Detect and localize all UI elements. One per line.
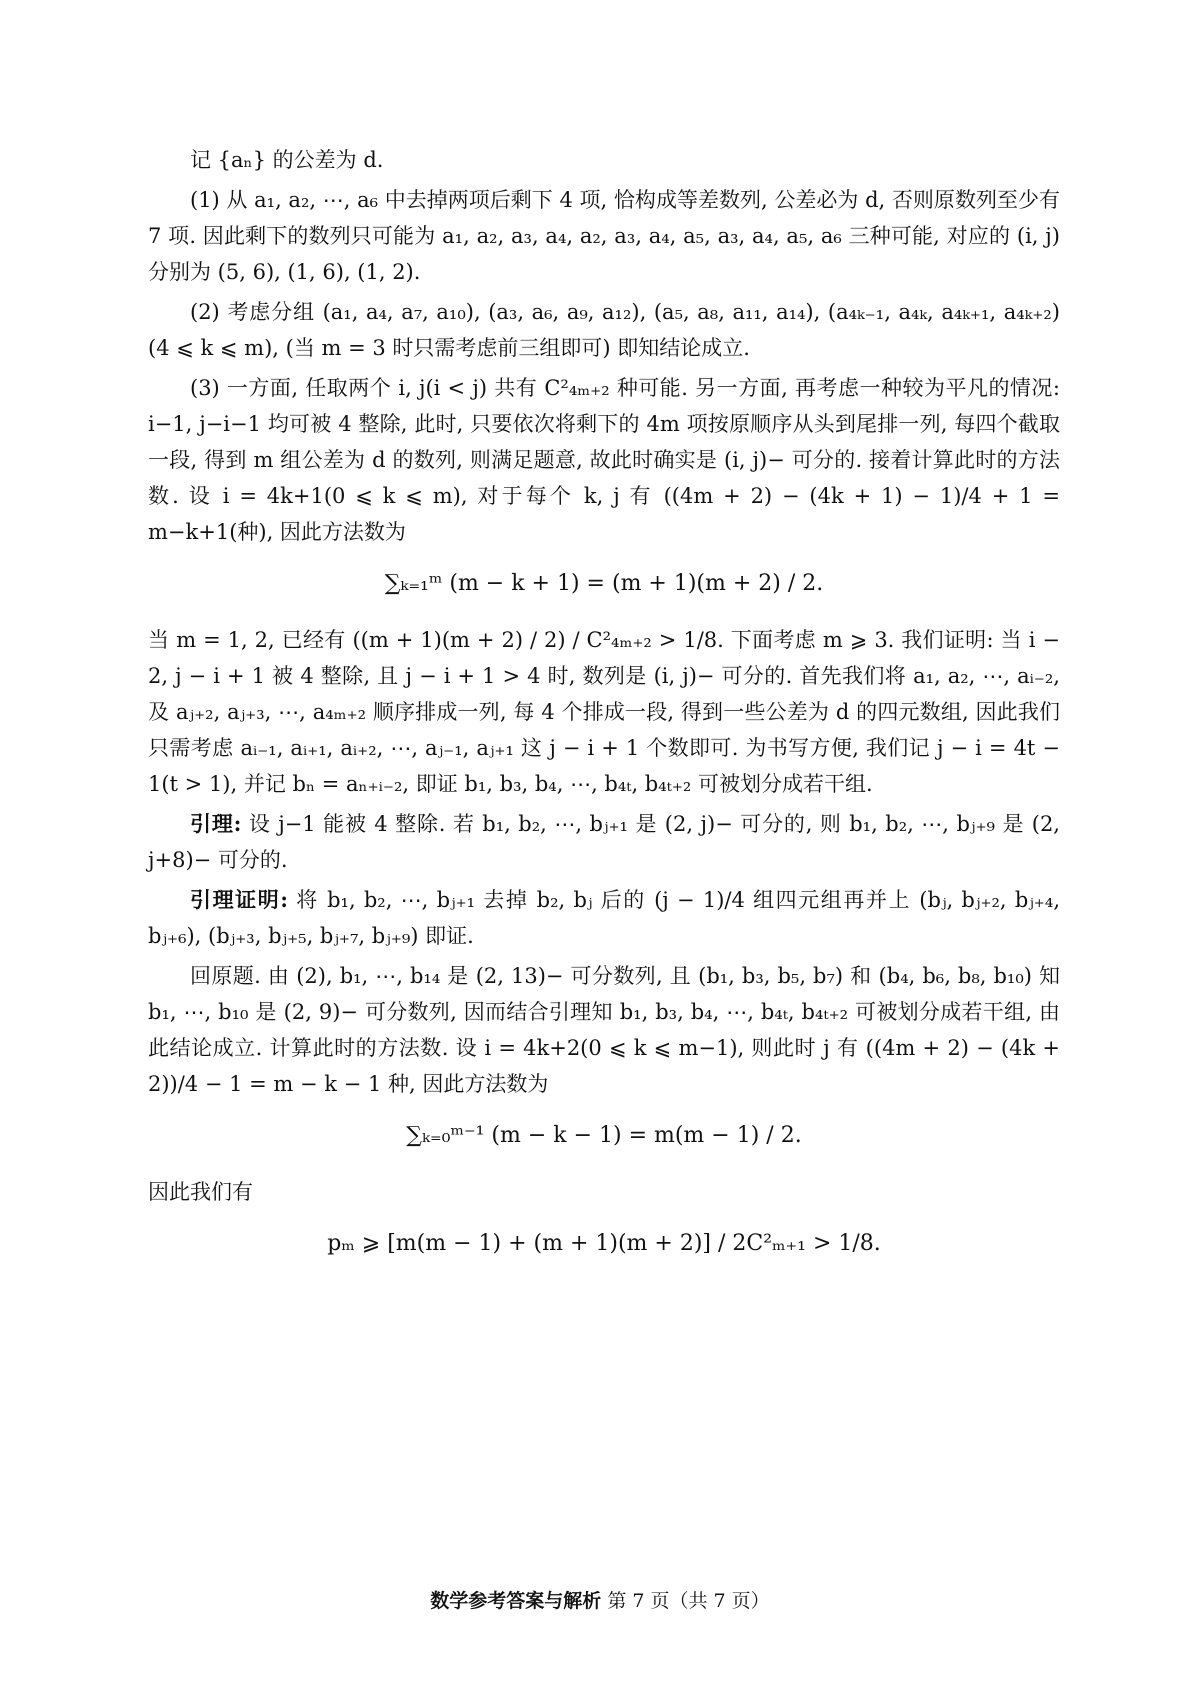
paragraph-part-2: (2) 考虑分组 (a₁, a₄, a₇, a₁₀), (a₃, a₆, a₉, a₁₂), (a₅, a₈, a₁₁, a₁₄), (a₄ₖ₋₁, a₄ₖ, a₄ₖ₊₁, a₄ₖ₊₂)(4 ⩽ k ⩽ m), (当 m = 3 时只需考虑前三组即可) 即知结论成立. — [148, 300, 1060, 360]
footer-title: 数学参考答案与解析 — [430, 1590, 602, 1612]
paragraph-intro: 记 {aₙ} 的公差为 d. — [190, 148, 384, 172]
paragraph-lemma-proof — [148, 882, 1060, 954]
lemma-text: 设 j−1 能被 4 整除. 若 b₁, b₂, ⋯, bⱼ₊₁ 是 (2, j)− 可分的, 则 b₁, b₂, ⋯, bⱼ₊₉ 是 (2, j+8)− 可分的. — [148, 812, 1060, 872]
equation-sum-2: ∑ₖ₌₀ᵐ⁻¹ (m − k − 1) = m(m − 1) / 2. — [406, 1123, 802, 1148]
proof-label: 引理证明: — [190, 887, 289, 912]
page-footer — [0, 1586, 1200, 1613]
paragraph-return: 回原题. 由 (2), b₁, ⋯, b₁₄ 是 (2, 13)− 可分数列, 且 (b₁, b₃, b₅, b₇) 和 (b₄, b₆, b₈, b₁₀) 知 b₁, ⋯, b₁₀ 是 (2, 9)− 可分数列, 因而结合引理知 b₁, b₃, b₄, ⋯, b₄ₜ, b₄ₜ₊₂ 可被划分成若干组, 由此结论成立. 计算此时的方法数. 设 i = 4k+2(0 ⩽ k ⩽ m−1), 则此时 j 有 ((4m + 2) − (4k + 2))/4 − 1 = m − k − 1 种, 因此方法数为 — [148, 964, 1060, 1096]
document-body — [148, 142, 1060, 1282]
footer-page-number: 第 7 页（共 7 页） — [601, 1590, 770, 1612]
paragraph-part-1: (1) 从 a₁, a₂, ⋯, a₆ 中去掉两项后剩下 4 项, 恰构成等差数列, 公差必为 d, 否则原数列至少有 7 项. 因此剩下的数列只可能为 a₁, a₂, a₃, a₄, a₂, a₃, a₄, a₅, a₃, a₄, a₅, a₆ 三种可能, 对应的 (i, j) 分别为 (5, 6), (1, 6), (1, 2). — [148, 188, 1060, 284]
proof-text: 将 b₁, b₂, ⋯, bⱼ₊₁ 去掉 b₂, bⱼ 后的 (j − 1)/4 组四元组再并上 (bⱼ, bⱼ₊₂, bⱼ₊₄, bⱼ₊₆), (bⱼ₊₃, bⱼ₊₅, bⱼ₊₇, bⱼ₊₉) 即证. — [148, 888, 1060, 948]
lemma-label: 引理: — [190, 811, 242, 836]
paragraph-case-analysis: 当 m = 1, 2, 已经有 ((m + 1)(m + 2) / 2) / C²₄ₘ₊₂ > 1/8. 下面考虑 m ⩾ 3. 我们证明: 当 i − 2, j − i + 1 被 4 整除, 且 j − i + 1 > 4 时, 数列是 (i, j)− 可分的. 首先我们将 a₁, a₂, ⋯, aᵢ₋₂, 及 aⱼ₊₂, aⱼ₊₃, ⋯, a₄ₘ₊₂ 顺序排成一列, 每 4 个排成一段, 得到一些公差为 d 的四元数组, 因此我们只需考虑 aᵢ₋₁, aᵢ₊₁, aᵢ₊₂, ⋯, aⱼ₋₁, aⱼ₊₁ 这 j − i + 1 个数即可. 为书写方便, 我们记 j − i = 4t − 1(t > 1), 并记 bₙ = aₙ₊ᵢ₋₂, 即证 b₁, b₃, b₄, ⋯, b₄ₜ, b₄ₜ₊₂ 可被划分成若干组. — [148, 628, 1060, 796]
equation-sum-1: ∑ₖ₌₁ᵐ (m − k + 1) = (m + 1)(m + 2) / 2. — [384, 571, 824, 596]
equation-final: pₘ ⩾ [m(m − 1) + (m + 1)(m + 2)] / 2C²ₘ₊₁ > 1/8. — [327, 1231, 881, 1256]
paragraph-conclusion-lead: 因此我们有 — [148, 1180, 253, 1204]
paragraph-part-3: (3) 一方面, 任取两个 i, j(i < j) 共有 C²₄ₘ₊₂ 种可能. 另一方面, 再考虑一种较为平凡的情况: i−1, j−i−1 均可被 4 整除, 此时, 只要依次将剩下的 4m 项按原顺序从头到尾排一列, 每四个截取一段, 得到 m 组公差为 d 的数列, 则满足题意, 故此时确实是 (i, j)− 可分的. 接着计算此时的方法数. 设 i = 4k+1(0 ⩽ k ⩽ m), 对于每个 k, j 有 ((4m + 2) − (4k + 1) − 1)/4 + 1 = m−k+1(种), 因此方法数为 — [148, 376, 1060, 544]
paragraph-lemma — [148, 806, 1060, 878]
